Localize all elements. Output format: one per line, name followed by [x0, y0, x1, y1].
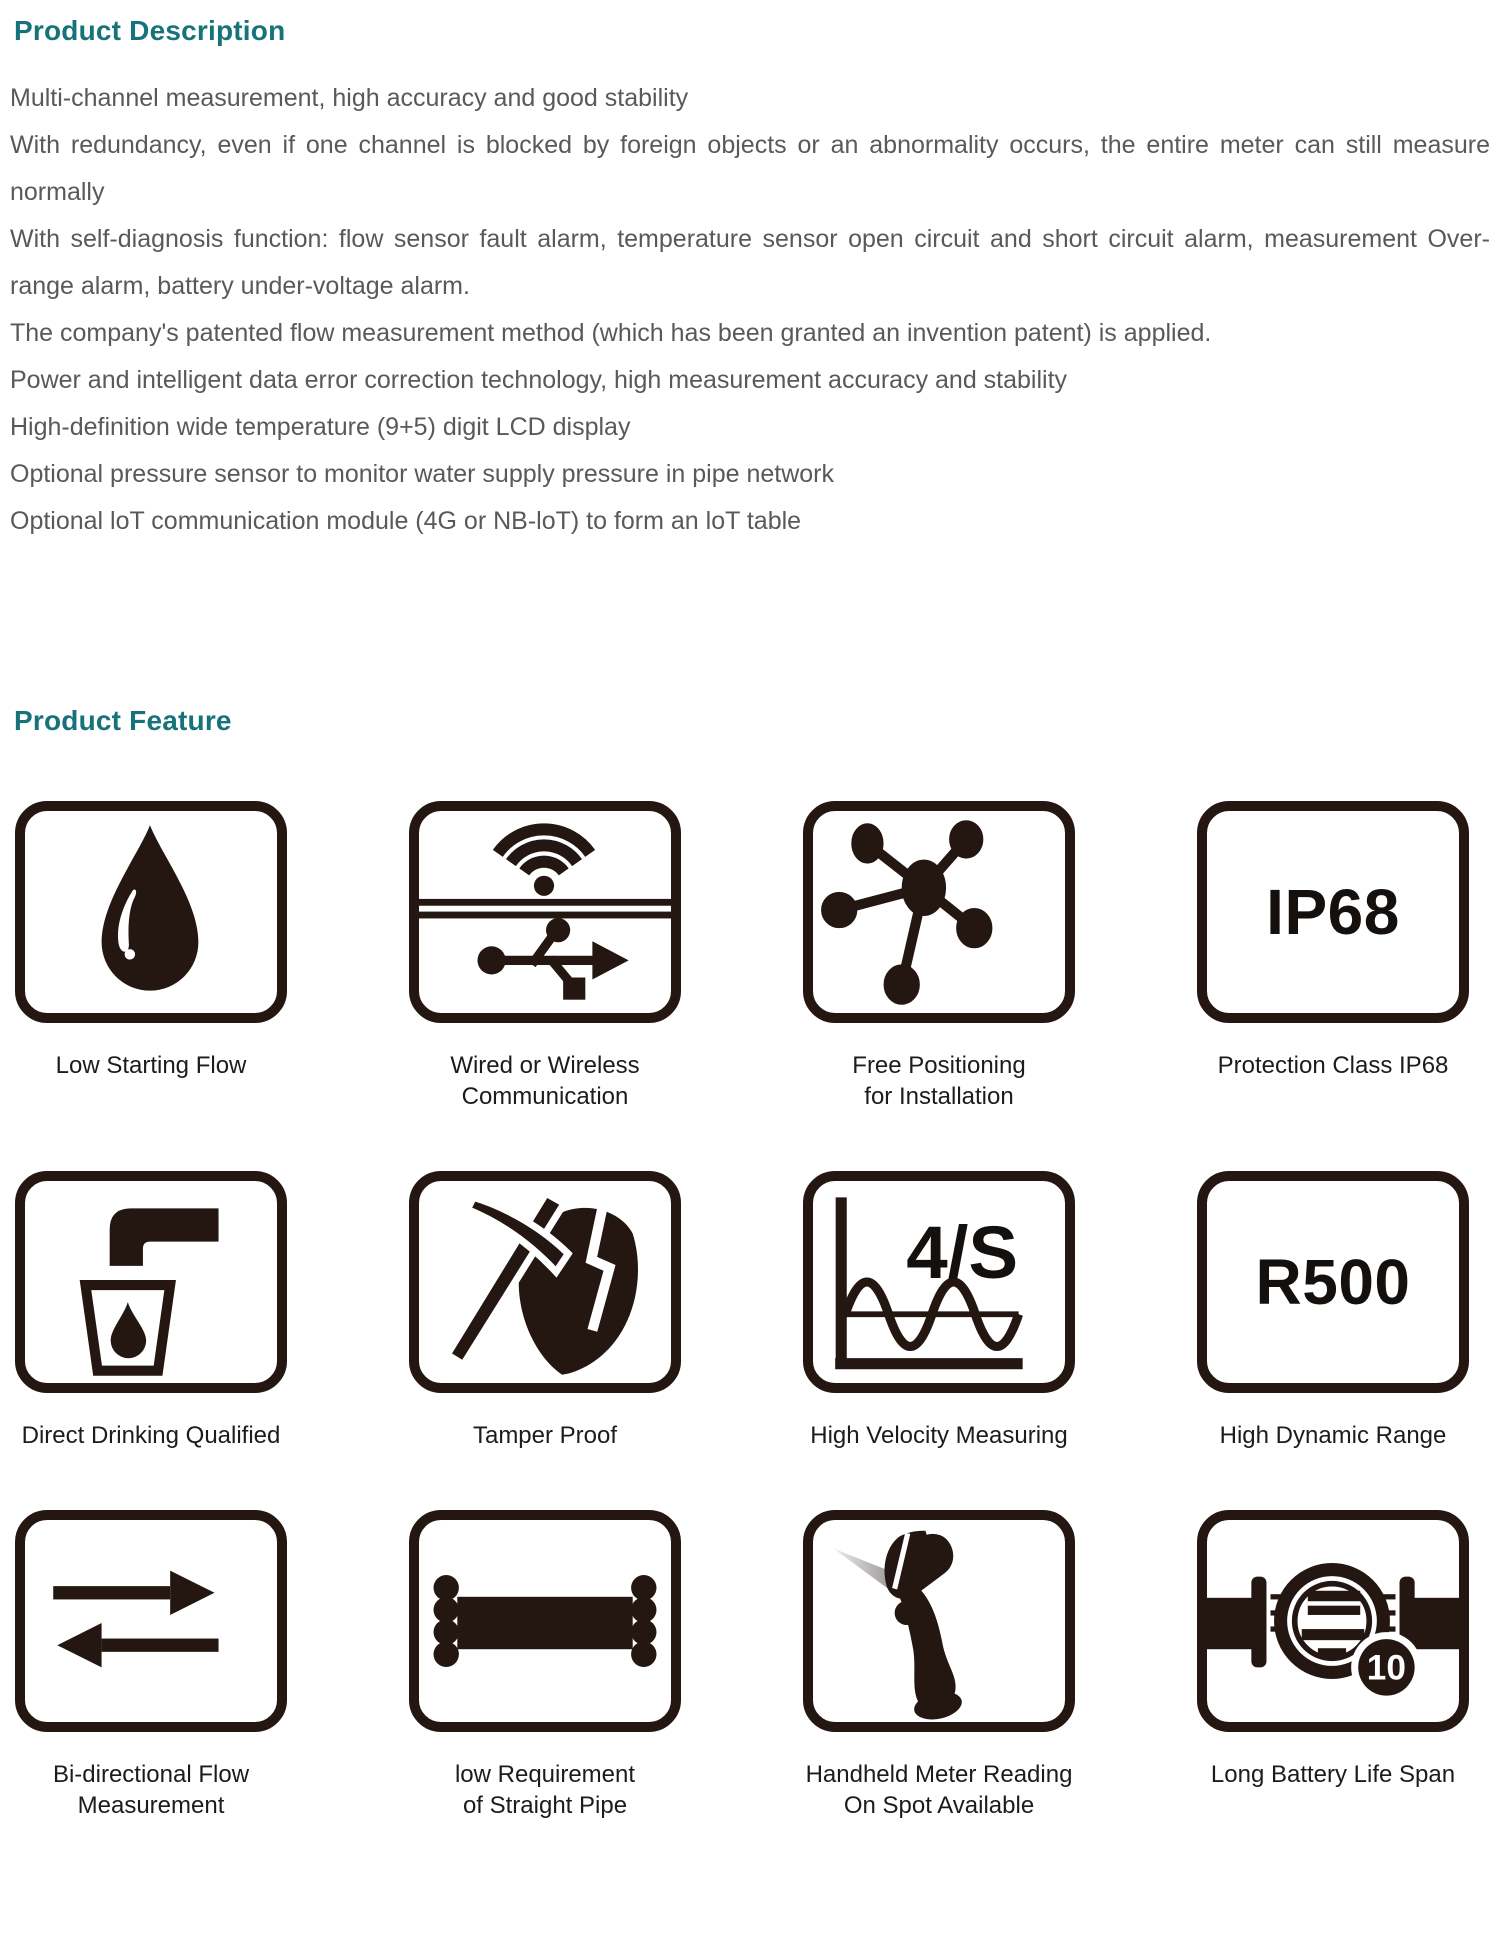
- feature-label: low Requirement of Straight Pipe: [454, 1761, 636, 1819]
- description-paragraph: High-definition wide temperature (9+5) digit LCD display: [10, 413, 631, 441]
- feature-card: [409, 801, 681, 1112]
- feature-label: Tamper Proof: [472, 1422, 618, 1449]
- feature-card: [803, 1171, 1075, 1451]
- feature-label: Wired or Wireless Communication: [450, 1052, 640, 1110]
- feature-label: Low Starting Flow: [55, 1052, 247, 1079]
- feature-grid: [15, 801, 1490, 1821]
- feature-icon-box: [1197, 1510, 1469, 1732]
- feature-icon-box: [1197, 801, 1469, 1023]
- feature-icon-box: [1197, 1171, 1469, 1393]
- pickaxe-shovel-icon: [419, 1181, 671, 1383]
- product-description-text: [10, 75, 1490, 545]
- feature-card: [1197, 801, 1469, 1081]
- feature-card: [1197, 1171, 1469, 1451]
- description-paragraph: Multi-channel measurement, high accuracy and good stability: [10, 84, 689, 112]
- feature-label: Long Battery Life Span: [1210, 1761, 1456, 1788]
- ip68-text-icon: IP68: [1266, 876, 1400, 948]
- feature-icon-box: [15, 1510, 287, 1732]
- feature-icon-box: [803, 1510, 1075, 1732]
- feature-label: High Velocity Measuring: [810, 1422, 1068, 1449]
- product-feature-heading: Product Feature: [14, 705, 232, 736]
- feature-card: [15, 1171, 287, 1451]
- description-paragraph: Power and intelligent data error correction technology, high measurement accuracy and stability: [10, 366, 1068, 394]
- feature-label: Direct Drinking Qualified: [21, 1422, 281, 1449]
- feature-icon-box: [15, 1171, 287, 1393]
- feature-label: Handheld Meter Reading On Spot Available: [805, 1761, 1073, 1819]
- product-description-heading: Product Description: [14, 15, 286, 46]
- feature-icon-box: [409, 1510, 681, 1732]
- handheld-scanner-icon: [813, 1520, 1065, 1722]
- feature-card: [409, 1171, 681, 1451]
- bidirectional-arrows-icon: [25, 1520, 277, 1722]
- description-paragraph: With redundancy, even if one channel is blocked by foreign objects or an abnormality occurs, the entire meter can still measure normally: [10, 131, 1490, 206]
- feature-icon-box: [409, 801, 681, 1023]
- faucet-cup-icon: [25, 1181, 277, 1383]
- r500-text-icon: R500: [1255, 1246, 1411, 1318]
- feature-label: Bi-directional Flow Measurement: [52, 1761, 250, 1819]
- usb-icon: [477, 918, 628, 1000]
- feature-icon-box: [803, 801, 1075, 1023]
- feature-icon-box: [409, 1171, 681, 1393]
- water-meter-badge-icon: [1207, 1520, 1459, 1722]
- wifi-usb-icon: [419, 811, 671, 1013]
- description-paragraph: Optional pressure sensor to monitor water supply pressure in pipe network: [10, 460, 835, 488]
- feature-icon-box: [803, 1171, 1075, 1393]
- network-nodes-icon: [813, 811, 1065, 1013]
- feature-card: [15, 1510, 287, 1821]
- description-paragraph: With self-diagnosis function: flow sensor fault alarm, temperature sensor open circuit and short circuit alarm, measurement Over-range alarm, battery under-voltage alarm.: [10, 225, 1490, 300]
- feature-card: [1197, 1510, 1469, 1790]
- 4s-text: 4/S: [906, 1209, 1019, 1294]
- waveform-4s-icon: [813, 1181, 1065, 1383]
- water-drop-icon: [25, 811, 277, 1013]
- feature-card: [15, 801, 287, 1081]
- feature-label: Free Positioning for Installation: [852, 1052, 1026, 1110]
- feature-icon-box: [15, 801, 287, 1023]
- battery-years-badge: 10: [1366, 1648, 1407, 1688]
- straight-pipe-icon: [419, 1520, 671, 1722]
- feature-card: [803, 1510, 1075, 1821]
- feature-card: [803, 801, 1075, 1112]
- feature-label: Protection Class IP68: [1217, 1052, 1449, 1079]
- feature-card: [409, 1510, 681, 1821]
- feature-label: High Dynamic Range: [1219, 1422, 1447, 1449]
- description-paragraph: The company's patented flow measurement method (which has been granted an invention patent) is applied.: [10, 319, 1212, 347]
- description-paragraph: Optional loT communication module (4G or NB-loT) to form an loT table: [10, 507, 802, 535]
- wifi-icon: [498, 829, 590, 896]
